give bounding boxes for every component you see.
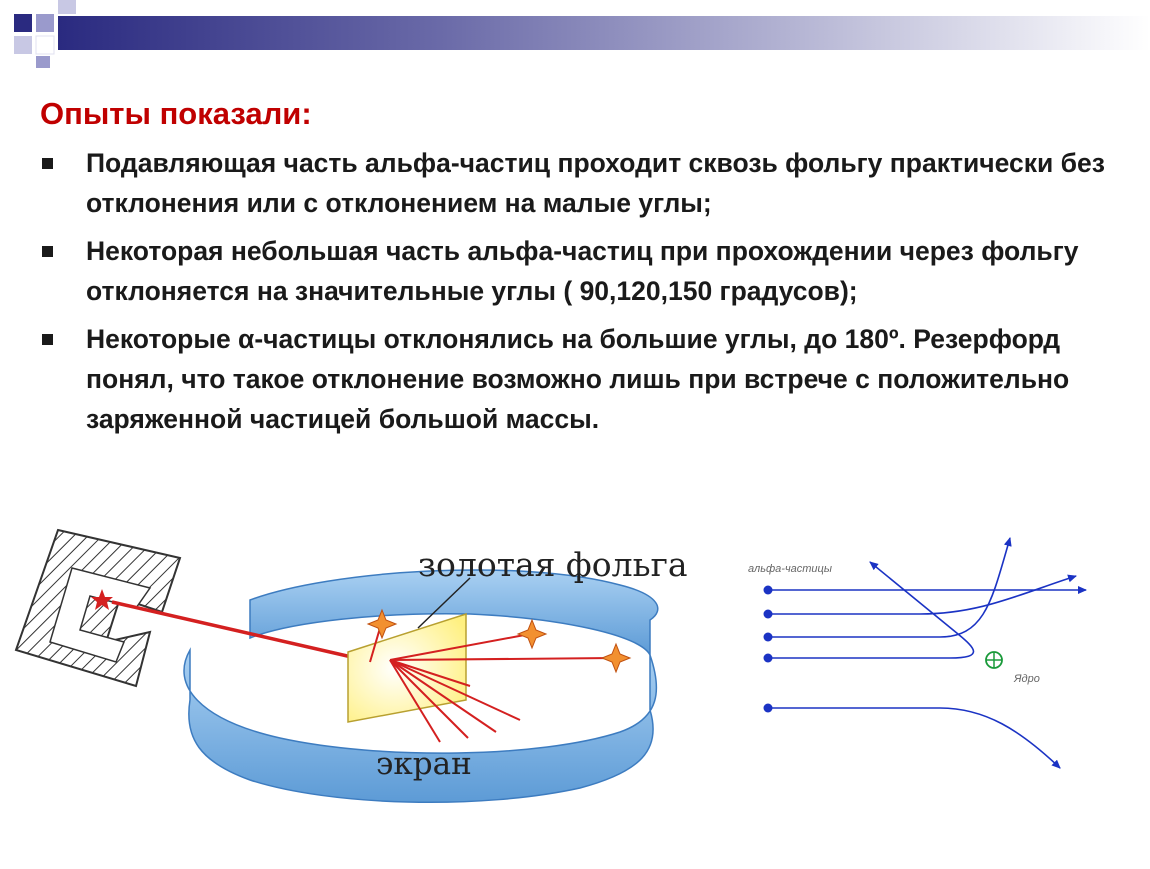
bullet-square-icon <box>42 246 53 257</box>
figure-area <box>0 510 1150 864</box>
bullet-list <box>40 143 1130 447</box>
bullet-square-icon <box>42 158 53 169</box>
trajectory-diagram <box>748 538 1086 768</box>
header-gradient-bar <box>58 16 1150 50</box>
bullet-square-icon <box>42 334 53 345</box>
bullet-text: Подавляющая часть альфа-частиц проходит сквозь фольгу практически без отклонения или с отклонением на малые углы; <box>86 148 1105 218</box>
header-square <box>36 56 50 68</box>
foil-label: золотая фольга <box>418 545 688 584</box>
rutherford-figure <box>0 510 1150 864</box>
list-item <box>40 143 1130 223</box>
bullet-text: Некоторые α-частицы отклонялись на большие углы, до 180º. Резерфорд понял, что такое отклонение возможно лишь при встрече с положительно заряженной частицей большой массы. <box>86 324 1070 434</box>
particle-dots <box>764 586 773 713</box>
header-square <box>36 36 54 54</box>
nucleus-icon <box>986 652 1002 668</box>
screen-label: экран <box>376 746 472 782</box>
header-square <box>36 14 54 32</box>
header-decoration <box>0 0 1150 70</box>
header-square <box>58 0 76 14</box>
particles-label: альфа-частицы <box>748 563 832 575</box>
list-item <box>40 231 1130 311</box>
bullet-text: Некоторая небольшая часть альфа-частиц при прохождении через фольгу отклоняется на значительные углы ( 90,120,150 градусов); <box>86 236 1079 306</box>
header-square <box>14 14 32 32</box>
nucleus-label: Ядро <box>1014 673 1040 685</box>
radium-source-block <box>16 530 180 686</box>
list-item <box>40 319 1130 439</box>
header-square <box>14 36 32 54</box>
slide-title: Опыты показали: <box>40 96 312 131</box>
